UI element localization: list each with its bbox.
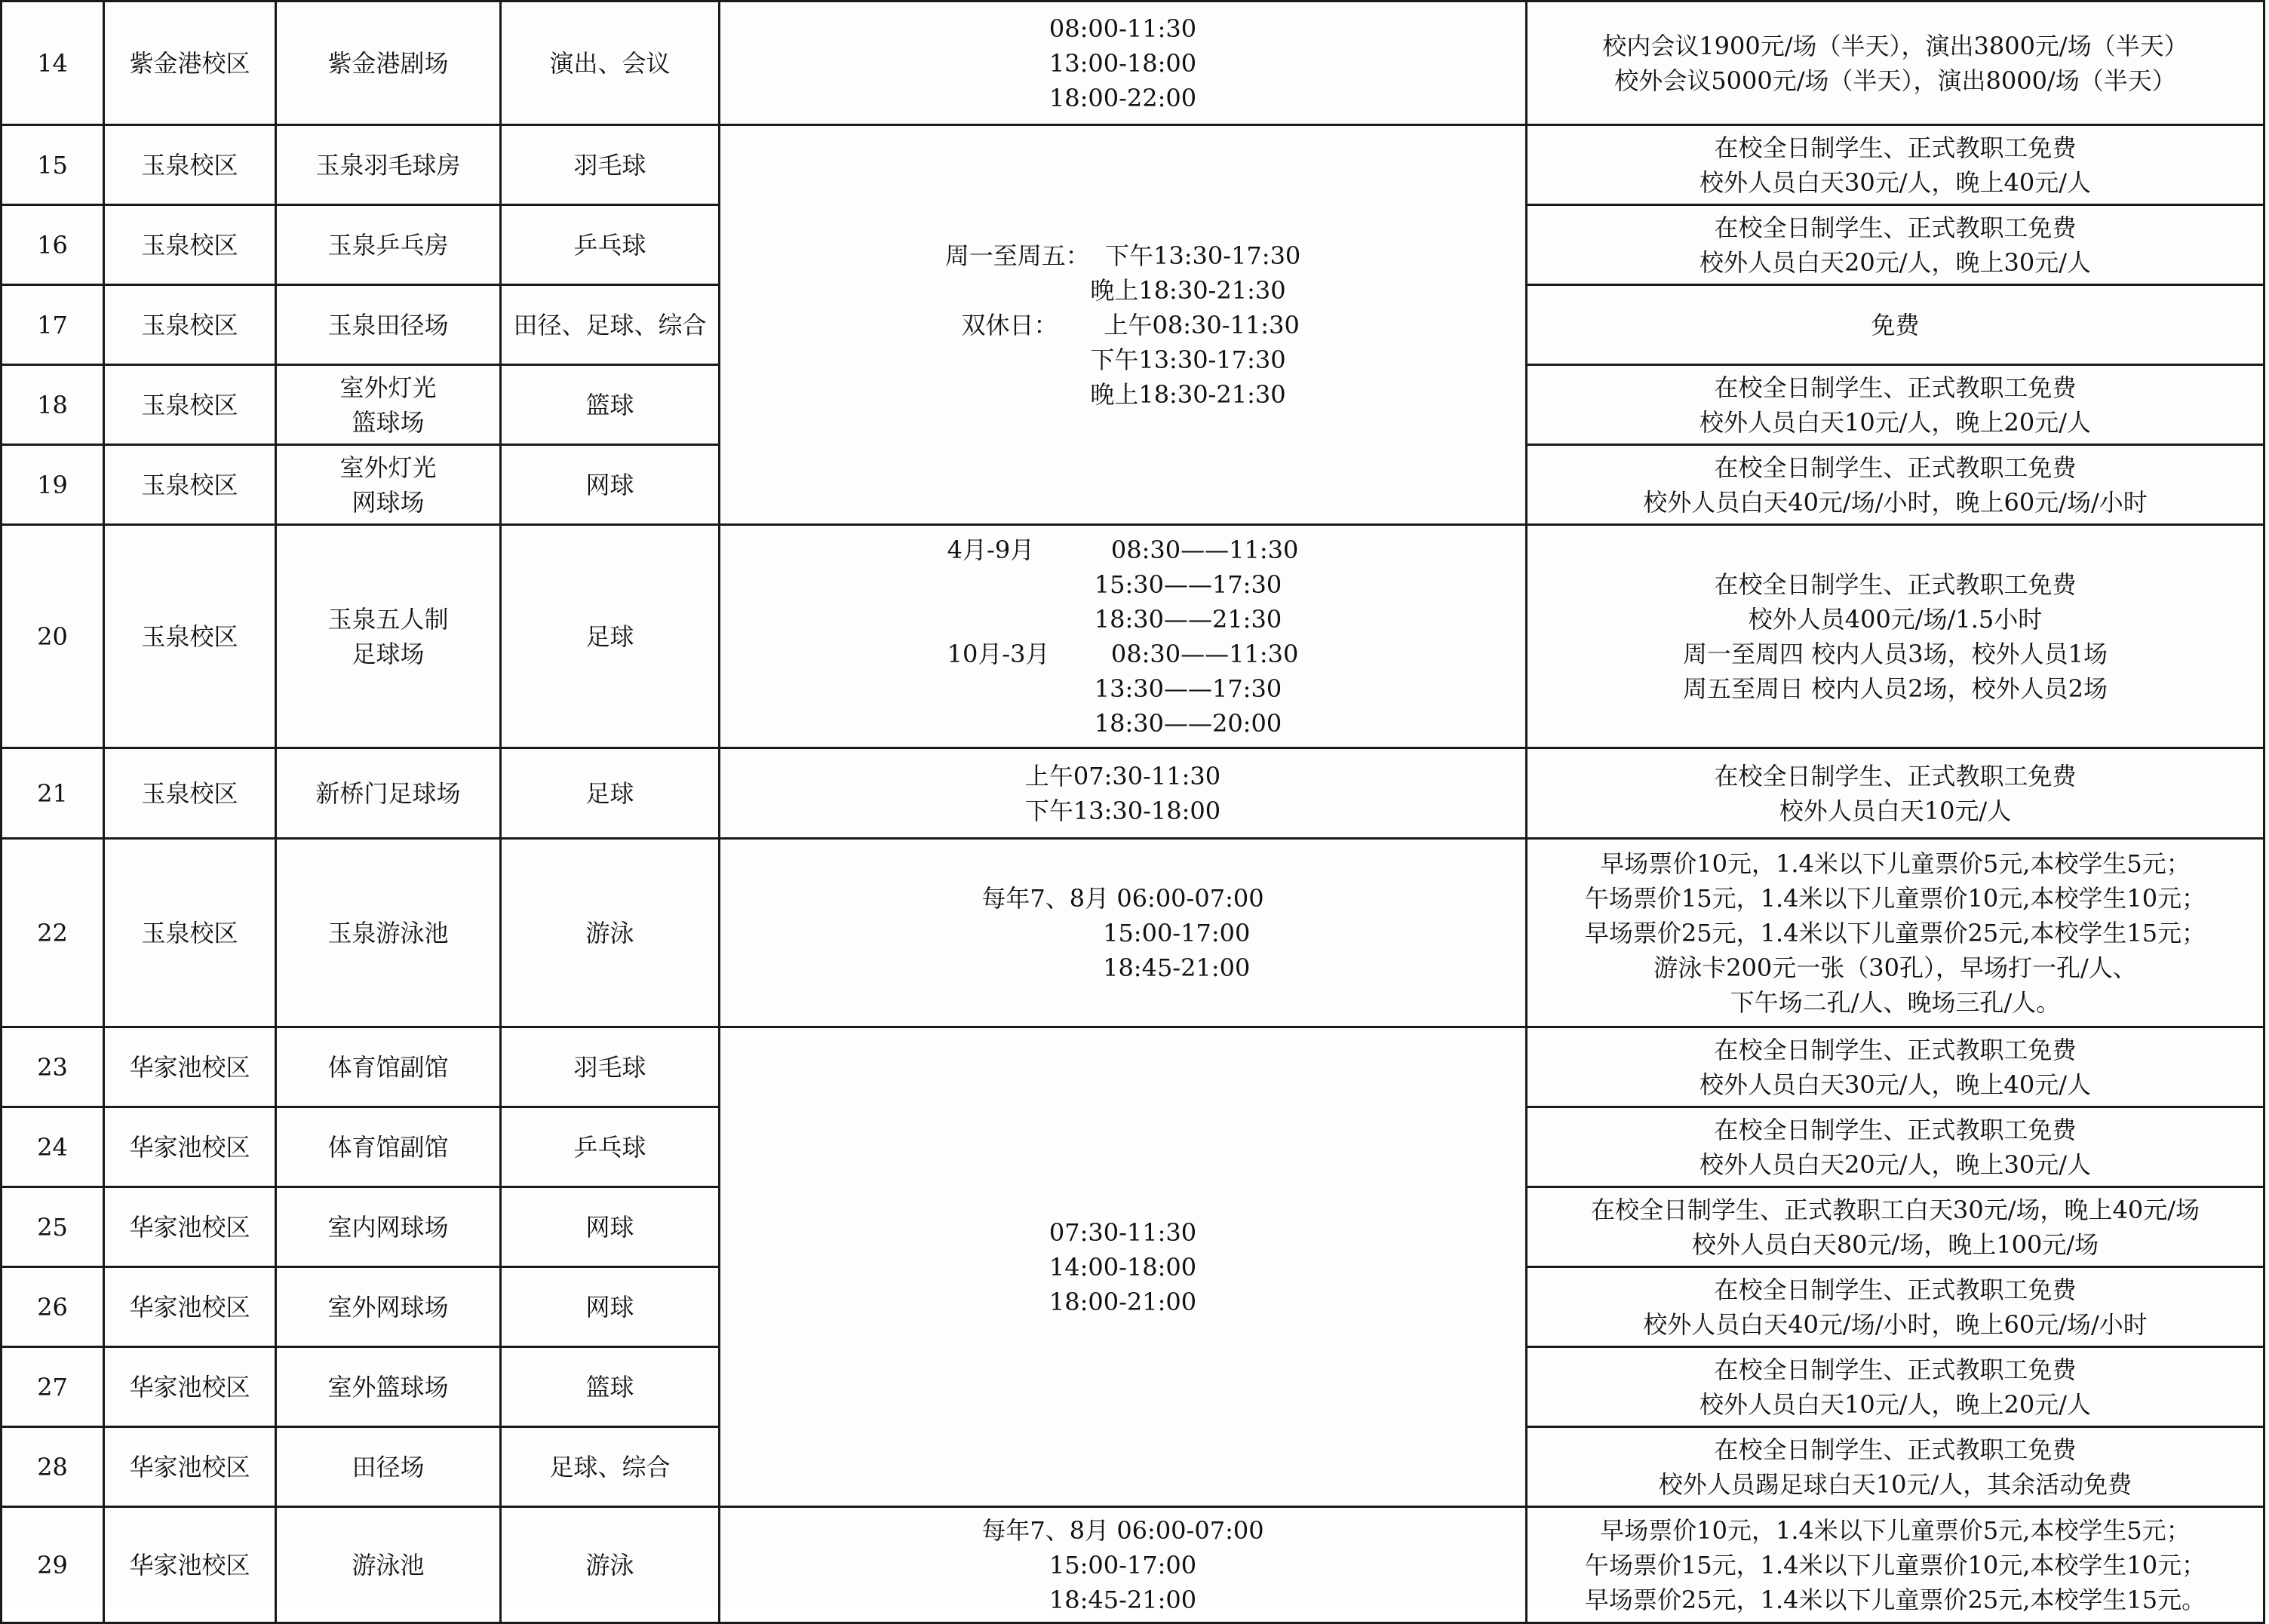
cell-line: 在校全日制学生、正式教职工免费 [1714,569,2077,599]
cell-line: 校外人员白天10元/人，晚上20元/人 [1699,407,2091,437]
cell-line: 乒乓球 [573,230,646,259]
cell-line: 足球场 [352,639,425,668]
cell-line: 10月-3月 08:30——11:30 [947,639,1299,668]
opening-hours-cell [720,125,1527,525]
activity-cell [501,525,720,748]
cell-line: 早场票价10元，1.4米以下儿童票价5元,本校学生5元； [1600,1515,2191,1545]
cell-line: 体育馆副馆 [327,1132,449,1162]
row-number-cell: 17 [2,285,104,365]
cell-line: 双休日： 上午08:30-11:30 [946,310,1300,339]
activity-cell [501,445,720,525]
cell-line: 13:30——17:30 [963,674,1282,703]
activity-cell [501,748,720,839]
campus-cell: 玉泉校区 [104,365,276,445]
cell-line: 玉泉游泳池 [327,918,449,947]
cell-line: 在校全日制学生、正式教职工免费 [1714,1035,2077,1064]
cell-line: 18:00-21:00 [1049,1287,1197,1316]
campus-cell: 玉泉校区 [104,285,276,365]
cell-line: 网球场 [352,487,425,517]
cell-line: 校外人员400元/场/1.5小时 [1748,604,2043,634]
cell-line: 晚上18:30-21:30 [959,379,1286,409]
table-row [2,125,2264,205]
cell-line: 田径、足球、综合 [513,310,707,339]
cell-line: 18:30——21:30 [963,604,1282,634]
row-number-cell: 20 [2,525,104,748]
cell-line: 乒乓球 [573,1132,646,1162]
fee-cell [1527,1107,2264,1187]
campus-cell: 玉泉校区 [104,445,276,525]
cell-line: 在校全日制学生、正式教职工免费 [1714,373,2077,402]
table-row [2,748,2264,839]
cell-line: 下午13:30-17:30 [959,345,1286,374]
cell-line: 羽毛球 [573,1052,646,1082]
cell-line: 校外人员白天40元/场/小时，晚上60元/场/小时 [1643,487,2148,517]
row-number-cell: 15 [2,125,104,205]
cell-line: 14:00-18:00 [1049,1252,1197,1282]
campus-cell: 华家池校区 [104,1347,276,1427]
cell-line: 室外篮球场 [327,1372,449,1401]
cell-line: 4月-9月 08:30——11:30 [947,535,1299,564]
table-row [2,2,2264,125]
cell-line: 篮球 [585,390,634,419]
venue-cell [276,1107,501,1187]
cell-line: 室内网球场 [327,1212,449,1242]
campus-cell: 华家池校区 [104,1507,276,1623]
venue-cell [276,1347,501,1427]
cell-line: 足球 [585,778,634,808]
campus-cell: 华家池校区 [104,1427,276,1507]
cell-line: 校外人员白天30元/人，晚上40元/人 [1699,1070,2091,1099]
cell-line: 校外人员白天30元/人，晚上40元/人 [1699,167,2091,197]
fee-cell [1527,445,2264,525]
cell-line: 室外灯光 [339,373,437,402]
table-row [2,525,2264,748]
cell-line: 玉泉羽毛球房 [315,150,461,180]
venue-cell [276,445,501,525]
venue-cell [276,1027,501,1107]
venue-cell [276,205,501,285]
row-number-cell: 19 [2,445,104,525]
activity-cell [501,2,720,125]
activity-cell [501,125,720,205]
opening-hours-cell [720,525,1527,748]
cell-line: 网球 [585,470,634,499]
cell-line: 18:30——20:00 [963,708,1282,738]
cell-line: 午场票价15元，1.4米以下儿童票价10元,本校学生10元； [1584,1550,2206,1579]
fee-cell [1527,285,2264,365]
cell-line: 玉泉乒乓房 [327,230,449,259]
activity-cell [501,1507,720,1623]
opening-hours-cell [720,1027,1527,1507]
venue-cell [276,285,501,365]
cell-line: 在校全日制学生、正式教职工免费 [1714,761,2077,791]
cell-line: 紫金港剧场 [327,48,449,78]
activity-cell [501,1187,720,1267]
row-number-cell: 24 [2,1107,104,1187]
cell-line: 18:45-21:00 [995,953,1251,982]
venue-cell [276,2,501,125]
cell-line: 演出、会议 [549,48,671,78]
table-body [2,2,2264,1623]
cell-line: 体育馆副馆 [327,1052,449,1082]
cell-line: 免费 [1871,310,1920,339]
row-number-cell: 18 [2,365,104,445]
activity-cell [501,285,720,365]
row-number-cell: 28 [2,1427,104,1507]
row-number-cell: 16 [2,205,104,285]
cell-line: 15:00-17:00 [1049,1550,1197,1579]
cell-line: 15:30——17:30 [963,569,1282,599]
fee-cell [1527,2,2264,125]
row-number-cell: 22 [2,839,104,1027]
cell-line: 足球、综合 [549,1452,671,1481]
campus-cell: 华家池校区 [104,1267,276,1347]
cell-line: 校外人员白天10元/人 [1779,796,2012,825]
cell-line: 15:00-17:00 [995,918,1251,947]
opening-hours-cell [720,1507,1527,1623]
cell-line: 室外网球场 [327,1292,449,1322]
cell-line: 在校全日制学生、正式教职工白天30元/场，晚上40元/场 [1590,1195,2200,1224]
fee-cell [1527,525,2264,748]
cell-line: 游泳 [585,1550,634,1579]
row-number-cell: 26 [2,1267,104,1347]
table-row [2,1507,2264,1623]
cell-line: 校内会议1900元/场（半天），演出3800元/场（半天） [1602,31,2188,60]
cell-line: 玉泉五人制 [327,604,449,634]
cell-line: 足球 [585,622,634,651]
cell-line: 校外人员踢足球白天10元/人，其余活动免费 [1658,1469,2132,1499]
fee-cell [1527,748,2264,839]
cell-line: 游泳 [585,918,634,947]
activity-cell [501,839,720,1027]
cell-line: 07:30-11:30 [1049,1217,1197,1247]
cell-line: 校外会议5000元/场（半天），演出8000/场（半天） [1614,66,2176,95]
activity-cell [501,1107,720,1187]
fee-cell [1527,1507,2264,1623]
venue-cell [276,125,501,205]
cell-line: 早场票价10元，1.4米以下儿童票价5元,本校学生5元； [1600,849,2191,878]
cell-line: 周一至周五： 下午13:30-17:30 [944,241,1301,270]
activity-cell [501,1027,720,1107]
cell-line: 网球 [585,1292,634,1322]
cell-line: 周一至周四 校内人员3场，校外人员1场 [1683,639,2108,668]
opening-hours-cell [720,839,1527,1027]
cell-line: 早场票价25元，1.4米以下儿童票价25元,本校学生15元。 [1584,1585,2206,1614]
cell-line: 校外人员白天80元/场，晚上100元/场 [1691,1230,2099,1259]
fee-cell [1527,365,2264,445]
cell-line: 下午13:30-18:00 [1024,796,1221,825]
cell-line: 每年7、8月 06:00-07:00 [981,1515,1264,1545]
row-number-cell: 23 [2,1027,104,1107]
venue-cell [276,1267,501,1347]
row-number-cell: 14 [2,2,104,125]
cell-line: 羽毛球 [573,150,646,180]
cell-line: 篮球场 [352,407,425,437]
venue-cell [276,1187,501,1267]
campus-cell: 玉泉校区 [104,125,276,205]
fee-cell [1527,1267,2264,1347]
cell-line: 在校全日制学生、正式教职工免费 [1714,453,2077,482]
cell-line: 上午07:30-11:30 [1024,761,1221,791]
cell-line: 在校全日制学生、正式教职工免费 [1714,1435,2077,1464]
campus-cell: 华家池校区 [104,1187,276,1267]
venue-cell [276,525,501,748]
cell-line: 13:00-18:00 [1049,48,1197,78]
cell-line: 周五至周日 校内人员2场，校外人员2场 [1683,674,2108,703]
cell-line: 在校全日制学生、正式教职工免费 [1714,213,2077,242]
cell-line: 游泳卡200元一张（30孔），早场打一孔/人、 [1653,953,2137,982]
activity-cell [501,365,720,445]
venue-cell [276,839,501,1027]
table-row [2,839,2264,1027]
cell-line: 早场票价25元，1.4米以下儿童票价25元,本校学生15元； [1584,918,2206,947]
opening-hours-cell [720,748,1527,839]
campus-cell: 华家池校区 [104,1027,276,1107]
cell-line: 18:45-21:00 [1049,1585,1197,1614]
activity-cell [501,1427,720,1507]
cell-line: 田径场 [352,1452,425,1481]
cell-line: 玉泉田径场 [327,310,449,339]
cell-line: 篮球 [585,1372,634,1401]
cell-line: 午场票价15元，1.4米以下儿童票价10元,本校学生10元； [1584,883,2206,913]
fee-cell [1527,1187,2264,1267]
campus-cell: 玉泉校区 [104,748,276,839]
cell-line: 校外人员白天20元/人，晚上30元/人 [1699,1150,2091,1179]
fee-cell [1527,125,2264,205]
fee-cell [1527,839,2264,1027]
cell-line: 网球 [585,1212,634,1242]
cell-line: 18:00-22:00 [1049,83,1197,112]
cell-line: 校外人员白天40元/场/小时，晚上60元/场/小时 [1643,1309,2148,1339]
activity-cell [501,1267,720,1347]
cell-line: 在校全日制学生、正式教职工免费 [1714,1355,2077,1384]
opening-hours-cell [720,2,1527,125]
campus-cell: 玉泉校区 [104,839,276,1027]
cell-line: 在校全日制学生、正式教职工免费 [1714,133,2077,162]
fee-cell [1527,1027,2264,1107]
cell-line: 晚上18:30-21:30 [959,275,1286,305]
cell-line: 校外人员白天10元/人，晚上20元/人 [1699,1389,2091,1419]
campus-cell: 华家池校区 [104,1107,276,1187]
venue-cell [276,748,501,839]
cell-line: 下午场二孔/人、晚场三孔/人。 [1730,987,2061,1017]
cell-line: 校外人员白天20元/人，晚上30元/人 [1699,247,2091,277]
cell-line: 在校全日制学生、正式教职工免费 [1714,1275,2077,1304]
activity-cell [501,205,720,285]
row-number-cell: 21 [2,748,104,839]
cell-line: 室外灯光 [339,453,437,482]
venue-cell [276,1507,501,1623]
venue-cell [276,1427,501,1507]
cell-line: 新桥门足球场 [315,778,461,808]
venue-cell [276,365,501,445]
row-number-cell: 25 [2,1187,104,1267]
fee-cell [1527,1347,2264,1427]
campus-cell: 玉泉校区 [104,525,276,748]
campus-cell: 紫金港校区 [104,2,276,125]
campus-cell: 玉泉校区 [104,205,276,285]
row-number-cell: 29 [2,1507,104,1623]
table-row [2,1027,2264,1107]
row-number-cell: 27 [2,1347,104,1427]
cell-line: 游泳池 [352,1550,425,1579]
cell-line: 08:00-11:30 [1049,14,1197,43]
cell-line: 在校全日制学生、正式教职工免费 [1714,1115,2077,1144]
activity-cell [501,1347,720,1427]
fee-cell [1527,1427,2264,1507]
fee-cell [1527,205,2264,285]
cell-line: 每年7、8月 06:00-07:00 [981,883,1264,913]
